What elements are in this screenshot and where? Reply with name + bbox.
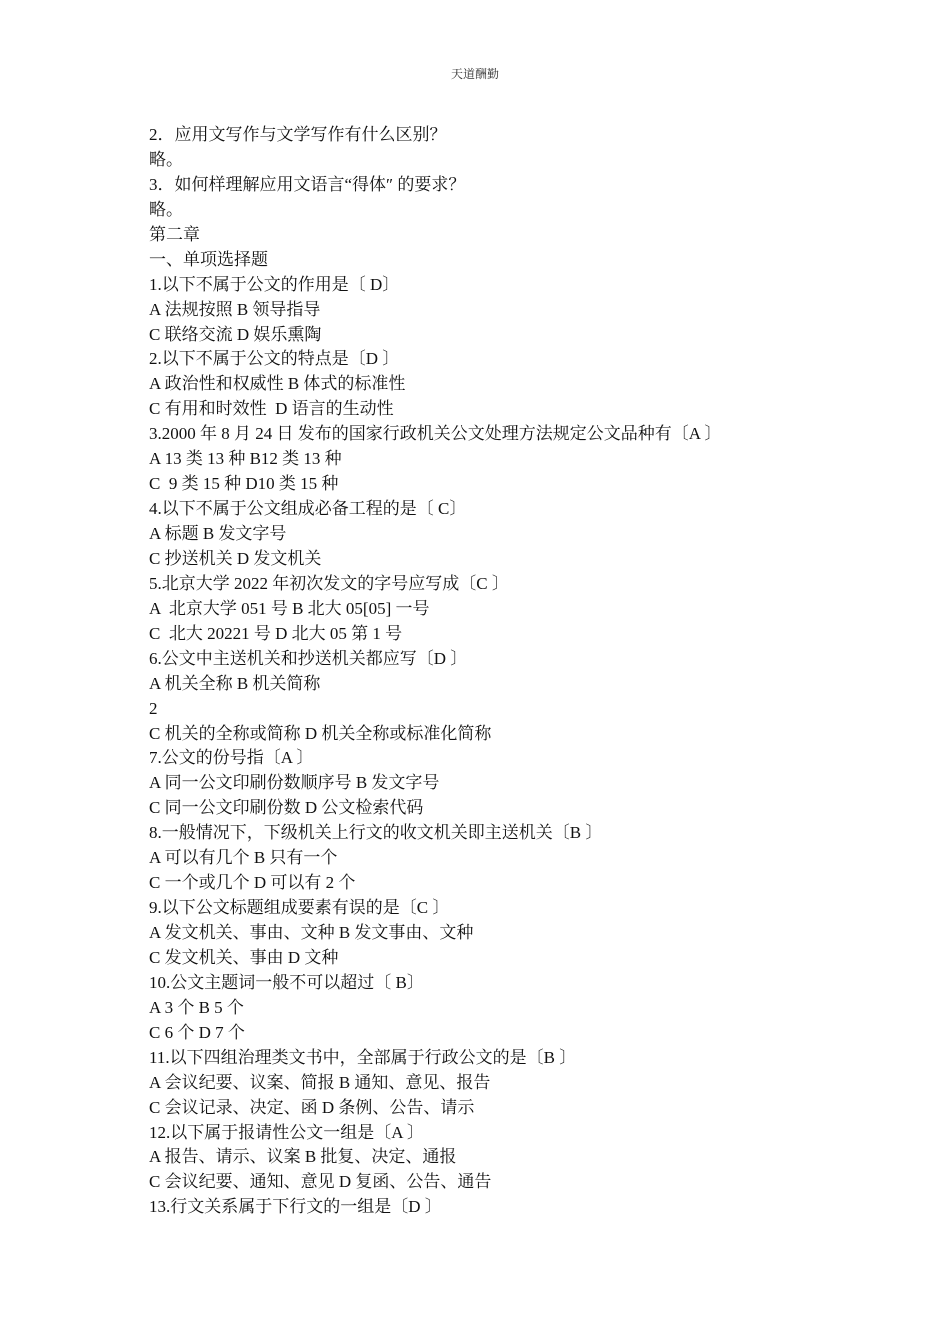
option-line: C 有用和时效性 D 语言的生动性 [149, 399, 394, 419]
text-line: 略。 [149, 149, 183, 169]
option-line: A 政治性和权威性 B 体式的标准性 [149, 374, 406, 394]
page-number: 2 [149, 698, 158, 718]
section-heading: 一、单项选择题 [149, 249, 268, 269]
option-line: C 北大 20221 号 D 北大 05 第 1 号 [149, 623, 403, 643]
page-header: 天道酬勤 [450, 67, 499, 81]
text-line: 略。 [149, 199, 183, 219]
option-line: C 联络交流 D 娱乐熏陶 [149, 324, 322, 344]
option-line: A 标题 B 发文字号 [149, 524, 287, 543]
option-line: A 发文机关、事由、文种 B 发文事由、文种 [149, 923, 474, 942]
question-line: 4.以下不属于公文组成必备工程的是〔 C〕 [149, 499, 467, 519]
question-line: 11.以下四组治理类文书中，全部属于行政公文的是〔B 〕 [149, 1047, 577, 1067]
question-line: 8.一般情况下，下级机关上行文的收文机关即主送机关〔B 〕 [149, 823, 603, 843]
option-line: A 会议纪要、议案、简报 B 通知、意见、报告 [149, 1072, 491, 1092]
question-line: 3.2000 年 8 月 24 日 发布的国家行政机关公文处理方法规定公文品种有〔A 〕 [149, 424, 722, 444]
option-line: C 6 个 D 7 个 [149, 1022, 245, 1042]
text-line: 2．应用文写作与文学写作有什么区别？ [149, 125, 447, 144]
option-line: A 法规按照 B 领导指导 [149, 299, 321, 319]
option-line: C 一个或几个 D 可以有 2 个 [149, 873, 356, 893]
option-line: A 机关全称 B 机关简称 [149, 673, 321, 693]
option-line: A 同一公文印刷份数顺序号 B 发文字号 [149, 773, 440, 793]
question-line: 10.公文主题词一般不可以超过〔 B〕 [149, 972, 424, 992]
option-line: C 机关的全称或简称 D 机关全称或标准化简称 [149, 723, 492, 743]
question-line: 2.以下不属于公文的特点是〔D 〕 [149, 349, 400, 369]
question-line: 7.公文的份号指〔A 〕 [149, 748, 314, 768]
option-line: C 同一公文印刷份数 D 公文检索代码 [149, 798, 424, 818]
option-line: A 可以有几个 B 只有一个 [149, 848, 338, 868]
question-line: 1.以下不属于公文的作用是〔 D〕 [149, 274, 400, 294]
chapter-heading: 第二章 [149, 224, 200, 244]
option-line: C 会议纪要、通知、意见 D 复函、公告、通告 [149, 1172, 492, 1192]
option-line: A 北京大学 051 号 B 北大 05[05] 一号 [149, 598, 430, 618]
option-line: C 抄送机关 D 发文机关 [149, 548, 322, 568]
document-body [149, 123, 849, 1220]
option-line: A 报告、请示、议案 B 批复、决定、通报 [149, 1147, 457, 1167]
question-line: 6.公文中主送机关和抄送机关都应写〔D 〕 [149, 648, 468, 668]
option-line: C 会议记录、决定、函 D 条例、公告、请示 [149, 1097, 475, 1117]
option-line: C 发文机关、事由 D 文种 [149, 947, 339, 967]
text-line: 3．如何样理解应用文语言“得体″ 的要求？ [149, 174, 466, 194]
question-line: 9.以下公文标题组成要素有误的是〔C 〕 [149, 898, 450, 918]
option-line: A 13 类 13 种 B12 类 13 种 [149, 449, 342, 469]
question-line: 12.以下属于报请性公文一组是〔A 〕 [149, 1122, 424, 1142]
question-line: 5.北京大学 2022 年初次发文的字号应写成〔C 〕 [149, 573, 509, 593]
question-line: 13.行文关系属于下行文的一组是〔D 〕 [149, 1197, 442, 1217]
option-line: C 9 类 15 种 D10 类 15 种 [149, 474, 339, 494]
option-line: A 3 个 B 5 个 [149, 997, 244, 1017]
